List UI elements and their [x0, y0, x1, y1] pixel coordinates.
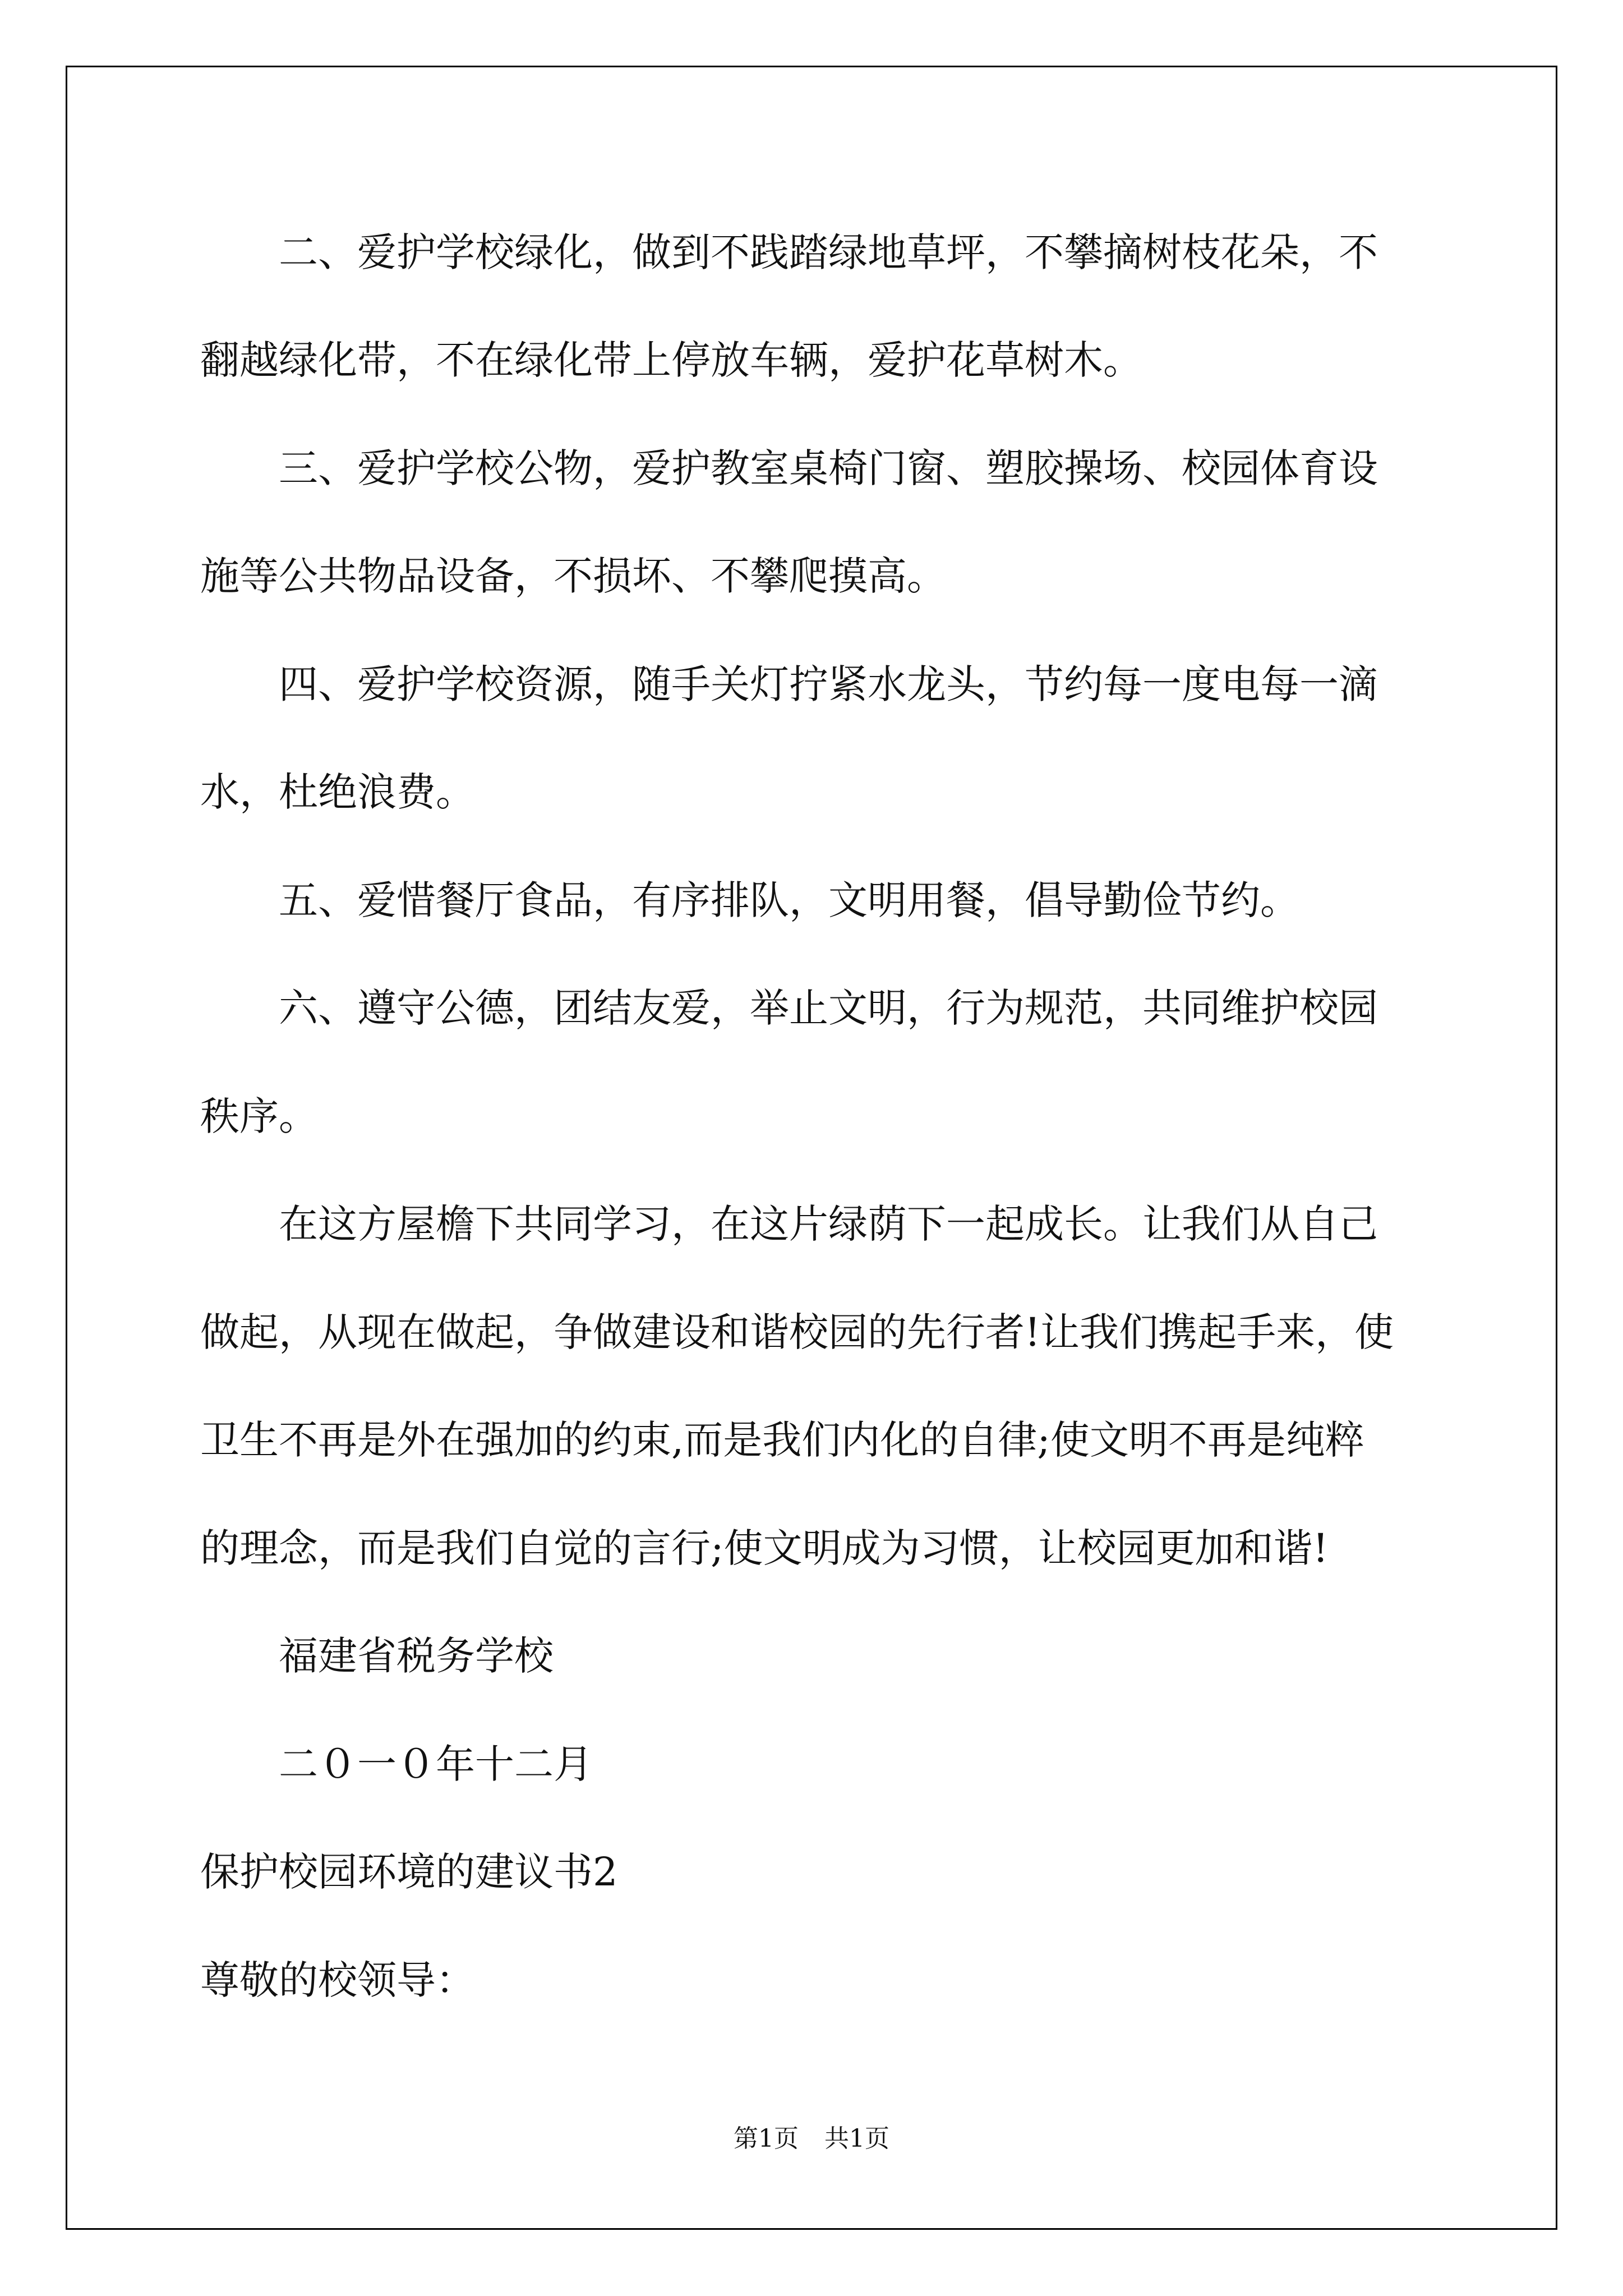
paragraph-6-line-3: 卫生不再是外在强加的约束,而是我们内化的自律;使文明不再是纯粹: [200, 1417, 1364, 1463]
paragraph-6-line-1: 在这方屋檐下共同学习，在这片绿荫下一起成长。让我们从自己: [279, 1201, 1378, 1247]
page-number-current: 第1页: [734, 2124, 799, 2153]
next-document-salutation: 尊敬的校领导：: [200, 1957, 475, 2003]
next-document-title: 保护校园环境的建议书2: [200, 1849, 618, 1895]
paragraph-5-line-2: 秩序。: [200, 1093, 318, 1139]
signature-date: 二０一０年十二月: [279, 1741, 593, 1787]
paragraph-1-line-1: 二、爱护学校绿化，做到不践踏绿地草坪，不攀摘树枝花朵，不: [279, 229, 1378, 275]
paragraph-4-line-1: 五、爱惜餐厅食品，有序排队，文明用餐，倡导勤俭节约。: [279, 877, 1299, 923]
page-border: [66, 66, 1557, 2230]
paragraph-6-line-2: 做起，从现在做起，争做建设和谐校园的先行者!让我们携起手来，使: [200, 1309, 1394, 1355]
paragraph-5-line-1: 六、遵守公德，团结友爱，举止文明，行为规范，共同维护校园: [279, 985, 1378, 1031]
page-footer: [0, 2118, 1623, 2154]
paragraph-1-line-2: 翻越绿化带，不在绿化带上停放车辆，爱护花草树木。: [200, 337, 1142, 383]
signature-organization: 福建省税务学校: [279, 1633, 554, 1679]
paragraph-2-line-2: 施等公共物品设备，不损坏、不攀爬摸高。: [200, 553, 946, 599]
paragraph-2-line-1: 三、爱护学校公物，爱护教室桌椅门窗、塑胶操场、校园体育设: [279, 445, 1378, 491]
paragraph-6-line-4: 的理念，而是我们自觉的言行;使文明成为习惯，让校园更加和谐!: [200, 1525, 1329, 1571]
page-number-total: 共1页: [824, 2124, 889, 2153]
paragraph-3-line-1: 四、爱护学校资源，随手关灯拧紧水龙头，节约每一度电每一滴: [279, 661, 1378, 707]
paragraph-3-line-2: 水，杜绝浪费。: [200, 769, 475, 815]
